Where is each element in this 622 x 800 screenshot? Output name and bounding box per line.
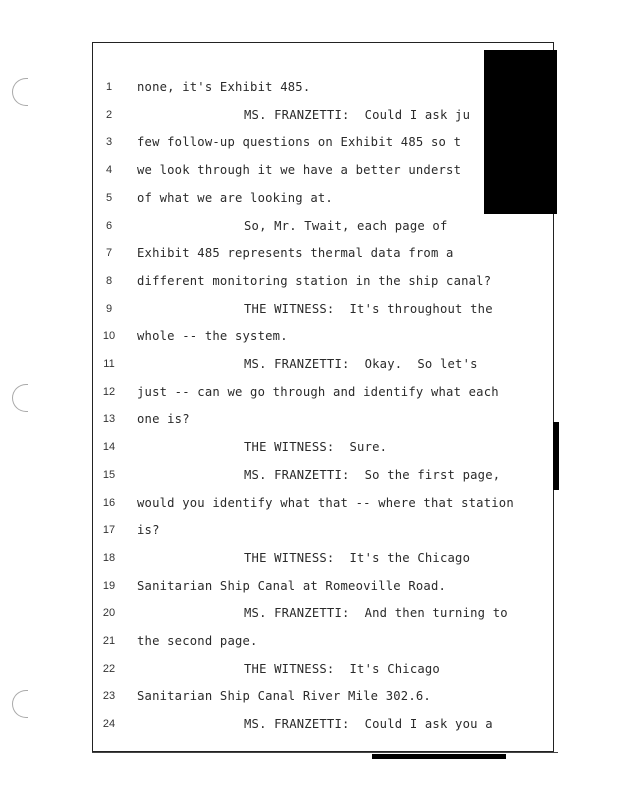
transcript-line (93, 437, 563, 457)
line-text: THE WITNESS: Sure. (244, 440, 388, 455)
line-number: 3 (105, 136, 113, 149)
line-number: 18 (102, 551, 116, 564)
line-text: the second page. (137, 634, 258, 648)
line-text: would you identify what that -- where that station (137, 495, 514, 510)
transcript-line (93, 326, 563, 346)
line-text: of what we are looking at. (137, 190, 333, 205)
line-text: Sanitarian Ship Canal River Mile 302.6. (137, 689, 431, 704)
transcript-line (93, 354, 563, 374)
punch-hole-top (12, 78, 28, 106)
transcript-line (93, 576, 563, 596)
line-number: 1 (105, 81, 113, 93)
transcript-line (93, 493, 563, 513)
line-number: 24 (102, 718, 116, 731)
line-number: 22 (102, 662, 116, 675)
line-text: is? (137, 523, 160, 538)
line-text: just -- can we go through and identify what each (137, 384, 499, 399)
line-text: we look through it we have a better underst (137, 163, 462, 178)
transcript-line (93, 714, 563, 734)
line-number: 2 (105, 108, 113, 121)
line-number: 15 (102, 468, 116, 481)
line-number: 17 (102, 524, 116, 537)
line-number: 5 (105, 191, 113, 204)
line-number: 23 (102, 690, 116, 703)
punch-hole-bottom (12, 690, 28, 718)
line-number: 10 (102, 330, 116, 343)
line-text: one is? (137, 412, 190, 427)
transcript-line (93, 382, 563, 402)
line-text: THE WITNESS: It's the Chicago (244, 550, 471, 565)
line-text: THE WITNESS: It's throughout the (244, 301, 493, 316)
line-text: THE WITNESS: It's Chicago (244, 661, 440, 676)
line-text: MS. FRANZETTI: Okay. So let's (244, 357, 478, 371)
transcript-line (93, 243, 563, 263)
line-text: MS. FRANZETTI: And then turning to (244, 606, 508, 621)
line-text: So, Mr. Twait, each page of (244, 218, 448, 233)
transcript-line (93, 603, 563, 623)
line-text: different monitoring station in the ship canal? (137, 273, 492, 288)
line-text: Exhibit 485 represents thermal data from a (137, 246, 454, 261)
line-number: 4 (105, 164, 113, 177)
line-number: 11 (103, 358, 115, 370)
transcript-line (93, 659, 563, 679)
line-number: 20 (102, 607, 116, 620)
transcript-line (93, 299, 563, 319)
line-number: 21 (102, 635, 116, 647)
transcript-line (93, 520, 563, 540)
transcript-line (93, 409, 563, 429)
redaction-block-top-right (484, 50, 557, 214)
redaction-bar-bottom (372, 754, 506, 759)
line-number: 16 (102, 496, 116, 509)
line-text: Sanitarian Ship Canal at Romeoville Road. (137, 578, 447, 593)
line-number: 19 (102, 579, 116, 592)
transcript-line (93, 686, 563, 706)
transcript-line (93, 631, 563, 651)
line-number: 6 (105, 219, 113, 232)
transcript-line (93, 271, 563, 291)
line-number: 7 (105, 247, 113, 260)
line-text: MS. FRANZETTI: So the first page, (244, 467, 501, 482)
punch-hole-middle (12, 384, 28, 412)
line-number: 14 (102, 441, 116, 454)
bottom-rule (92, 752, 558, 753)
line-number: 12 (102, 385, 116, 398)
transcript-line (93, 548, 563, 568)
transcript-line (93, 216, 563, 236)
line-text: few follow-up questions on Exhibit 485 so t (137, 135, 462, 150)
line-text: MS. FRANZETTI: Could I ask you a (244, 717, 493, 732)
line-number: 9 (105, 302, 113, 315)
line-text: whole -- the system. (137, 329, 288, 344)
transcript-line (93, 465, 563, 485)
line-number: 8 (105, 274, 113, 287)
line-text: MS. FRANZETTI: Could I ask ju (244, 107, 471, 122)
redaction-bar-right-edge (553, 422, 559, 490)
line-number: 13 (102, 413, 116, 426)
line-text: none, it's Exhibit 485. (137, 80, 311, 94)
